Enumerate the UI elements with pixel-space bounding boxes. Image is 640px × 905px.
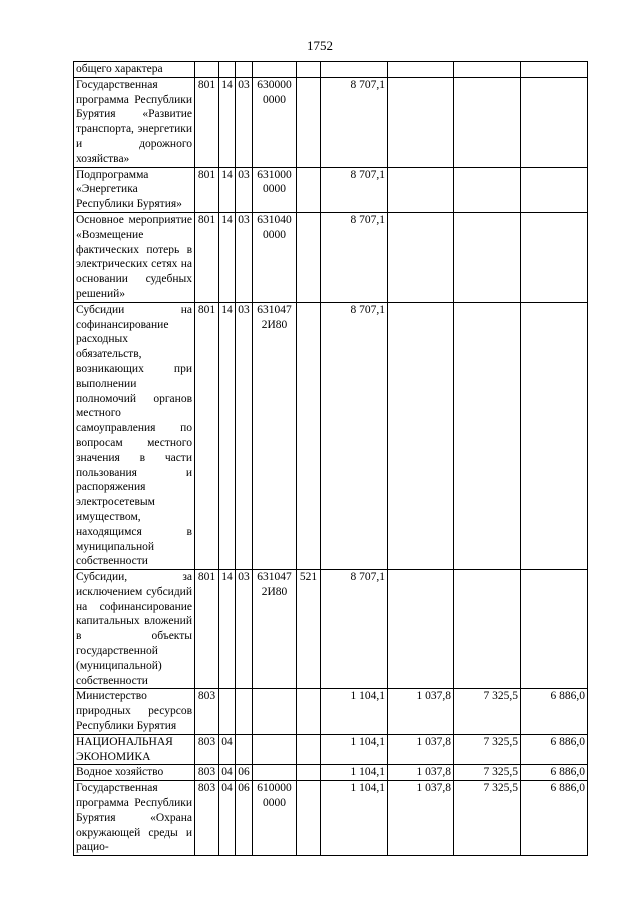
subsection-code: 03 bbox=[236, 77, 253, 167]
amount-2: 1 037,8 bbox=[388, 734, 454, 765]
section-code bbox=[219, 689, 236, 734]
section-code: 04 bbox=[219, 734, 236, 765]
amount-3 bbox=[454, 302, 521, 569]
subsection-code: 03 bbox=[236, 167, 253, 212]
table-row bbox=[74, 302, 588, 569]
amount-4: 6 886,0 bbox=[521, 781, 588, 856]
target-article-code bbox=[253, 765, 297, 781]
amount-4: 6 886,0 bbox=[521, 765, 588, 781]
table-row bbox=[74, 212, 588, 302]
target-article-code bbox=[253, 734, 297, 765]
ministry-code: 801 bbox=[195, 77, 219, 167]
row-name: общего характера bbox=[74, 62, 195, 78]
target-article-code: 631047 2И80 bbox=[253, 302, 297, 569]
subsection-code: 06 bbox=[236, 781, 253, 856]
subsection-code bbox=[236, 62, 253, 78]
subsection-code bbox=[236, 689, 253, 734]
amount-3 bbox=[454, 570, 521, 689]
ministry-code: 803 bbox=[195, 734, 219, 765]
subsection-code: 03 bbox=[236, 212, 253, 302]
ministry-code bbox=[195, 62, 219, 78]
target-article-code bbox=[253, 62, 297, 78]
amount-3: 7 325,5 bbox=[454, 781, 521, 856]
expense-type-code bbox=[297, 212, 321, 302]
amount-1: 1 104,1 bbox=[321, 734, 388, 765]
amount-3 bbox=[454, 62, 521, 78]
amount-1: 8 707,1 bbox=[321, 212, 388, 302]
amount-3: 7 325,5 bbox=[454, 689, 521, 734]
amount-2: 1 037,8 bbox=[388, 689, 454, 734]
section-code: 14 bbox=[219, 77, 236, 167]
subsection-code: 06 bbox=[236, 765, 253, 781]
budget-table bbox=[73, 61, 588, 856]
row-name: Субсидии, за исключением субсидий на софинансирование капитальных вложений в объекты государственной (муниципальной) собственности bbox=[74, 570, 195, 689]
expense-type-code bbox=[297, 77, 321, 167]
amount-3 bbox=[454, 167, 521, 212]
expense-type-code bbox=[297, 689, 321, 734]
table-row bbox=[74, 570, 588, 689]
row-name: Субсидии на софинансирование расходных обязательств, возникающих при выполнении полномочий органов местного самоуправления по вопросам местного значения в части пользования и распоряжения электросетевым имуществом, находящимся в муниципальной собственности bbox=[74, 302, 195, 569]
amount-3 bbox=[454, 77, 521, 167]
amount-2 bbox=[388, 302, 454, 569]
amount-4 bbox=[521, 167, 588, 212]
table-row bbox=[74, 167, 588, 212]
target-article-code: 630000 0000 bbox=[253, 77, 297, 167]
section-code: 14 bbox=[219, 212, 236, 302]
ministry-code: 801 bbox=[195, 302, 219, 569]
row-name: Подпрограмма «Энергетика Республики Бурятия» bbox=[74, 167, 195, 212]
amount-1 bbox=[321, 62, 388, 78]
amount-1: 1 104,1 bbox=[321, 765, 388, 781]
target-article-code: 631000 0000 bbox=[253, 167, 297, 212]
amount-2: 1 037,8 bbox=[388, 781, 454, 856]
section-code bbox=[219, 62, 236, 78]
amount-3: 7 325,5 bbox=[454, 734, 521, 765]
subsection-code: 03 bbox=[236, 302, 253, 569]
target-article-code: 631047 2И80 bbox=[253, 570, 297, 689]
table-row bbox=[74, 62, 588, 78]
target-article-code: 610000 0000 bbox=[253, 781, 297, 856]
amount-4: 6 886,0 bbox=[521, 689, 588, 734]
subsection-code bbox=[236, 734, 253, 765]
amount-1: 8 707,1 bbox=[321, 167, 388, 212]
table-row bbox=[74, 734, 588, 765]
ministry-code: 803 bbox=[195, 765, 219, 781]
row-name: Министерство природных ресурсов Республики Бурятия bbox=[74, 689, 195, 734]
ministry-code: 801 bbox=[195, 570, 219, 689]
section-code: 14 bbox=[219, 167, 236, 212]
amount-4 bbox=[521, 212, 588, 302]
row-name: НАЦИОНАЛЬНАЯ ЭКОНОМИКА bbox=[74, 734, 195, 765]
amount-2 bbox=[388, 77, 454, 167]
row-name: Государственная программа Республики Бурятия «Охрана окружающей среды и рацио- bbox=[74, 781, 195, 856]
amount-1: 1 104,1 bbox=[321, 781, 388, 856]
ministry-code: 801 bbox=[195, 212, 219, 302]
section-code: 04 bbox=[219, 781, 236, 856]
row-name: Основное мероприятие «Возмещение фактических потерь в электрических сетях на основании судебных решений» bbox=[74, 212, 195, 302]
target-article-code: 631040 0000 bbox=[253, 212, 297, 302]
amount-4 bbox=[521, 62, 588, 78]
ministry-code: 803 bbox=[195, 689, 219, 734]
expense-type-code bbox=[297, 167, 321, 212]
amount-1: 1 104,1 bbox=[321, 689, 388, 734]
ministry-code: 803 bbox=[195, 781, 219, 856]
expense-type-code bbox=[297, 302, 321, 569]
amount-2 bbox=[388, 570, 454, 689]
ministry-code: 801 bbox=[195, 167, 219, 212]
section-code: 04 bbox=[219, 765, 236, 781]
amount-2 bbox=[388, 212, 454, 302]
amount-1: 8 707,1 bbox=[321, 77, 388, 167]
target-article-code bbox=[253, 689, 297, 734]
expense-type-code bbox=[297, 765, 321, 781]
row-name: Водное хозяйство bbox=[74, 765, 195, 781]
table-row bbox=[74, 689, 588, 734]
amount-4 bbox=[521, 77, 588, 167]
expense-type-code bbox=[297, 734, 321, 765]
expense-type-code bbox=[297, 62, 321, 78]
row-name: Государственная программа Республики Бурятия «Развитие транспорта, энергетики и дорожного хозяйства» bbox=[74, 77, 195, 167]
page-number: 1752 bbox=[307, 38, 333, 53]
section-code: 14 bbox=[219, 302, 236, 569]
section-code: 14 bbox=[219, 570, 236, 689]
amount-2 bbox=[388, 62, 454, 78]
amount-3 bbox=[454, 212, 521, 302]
subsection-code: 03 bbox=[236, 570, 253, 689]
amount-2: 1 037,8 bbox=[388, 765, 454, 781]
expense-type-code: 521 bbox=[297, 570, 321, 689]
amount-1: 8 707,1 bbox=[321, 570, 388, 689]
amount-4 bbox=[521, 302, 588, 569]
table-row bbox=[74, 765, 588, 781]
amount-3: 7 325,5 bbox=[454, 765, 521, 781]
expense-type-code bbox=[297, 781, 321, 856]
amount-1: 8 707,1 bbox=[321, 302, 388, 569]
amount-4: 6 886,0 bbox=[521, 734, 588, 765]
table-row bbox=[74, 77, 588, 167]
amount-4 bbox=[521, 570, 588, 689]
table-row bbox=[74, 781, 588, 856]
amount-2 bbox=[388, 167, 454, 212]
